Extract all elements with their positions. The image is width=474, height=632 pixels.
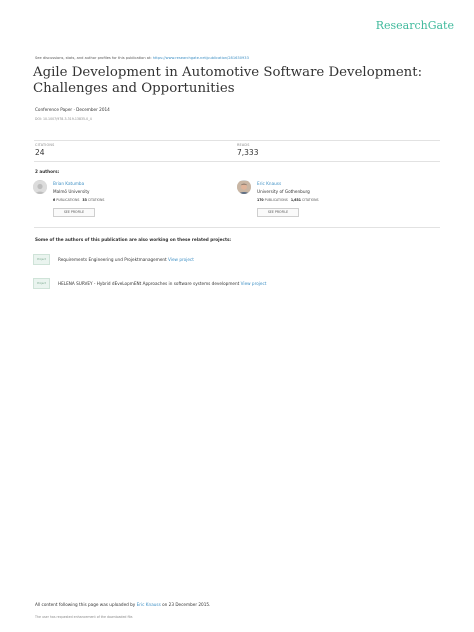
uploader-link[interactable]: Eric Knauss: [136, 602, 161, 607]
upload-info: [35, 602, 210, 607]
author-photo-icon: [237, 181, 251, 194]
publications-count: 170: [257, 198, 264, 202]
related-projects-heading: Some of the authors of this publication are also working on these related projects:: [35, 237, 232, 242]
author-stats: [53, 198, 104, 202]
project-icon: Project: [33, 278, 50, 289]
project-item: [58, 281, 266, 286]
citations-label: CITATIONS: [87, 198, 105, 202]
see-profile-button[interactable]: SEE PROFILE: [257, 208, 299, 217]
divider: [34, 161, 440, 162]
avatar[interactable]: [33, 180, 47, 194]
default-avatar-icon: [33, 181, 47, 194]
reads-label: READS: [237, 143, 250, 147]
divider: [34, 227, 440, 228]
paper-title: Agile Development in Automotive Software Development: Challenges and Opportunities: [33, 65, 423, 96]
citations-count: 33: [82, 198, 87, 202]
author-institution: Malmö University: [53, 189, 90, 194]
citations-label: CITATIONS: [35, 143, 55, 147]
author-name[interactable]: Brian Katumba: [53, 181, 85, 186]
researchgate-logo[interactable]: ResearchGate: [375, 19, 454, 32]
enhancement-note: The user has requested enhancement of the downloaded file.: [35, 615, 134, 619]
author-stats: [257, 198, 319, 202]
project-title: Requirements Engineering und Projektmanagement: [58, 257, 167, 262]
reads-count: 7,333: [237, 148, 259, 157]
author-name[interactable]: Eric Knauss: [257, 181, 282, 186]
upload-prefix: All content following this page was uploaded by: [35, 602, 136, 607]
divider: [34, 140, 440, 141]
publications-count: 6: [53, 198, 56, 202]
project-item: [58, 257, 194, 262]
citations-count: 1,631: [290, 198, 301, 202]
citations-label: CITATIONS: [301, 198, 319, 202]
discussion-line: [35, 56, 249, 60]
author-institution: University of Gothenburg: [257, 189, 310, 194]
discussion-prefix: See discussions, stats, and author profiles for this publication at:: [35, 56, 152, 60]
citations-count: 24: [35, 148, 45, 157]
conference-info: Conference Paper · December 2014: [35, 107, 110, 112]
avatar[interactable]: [237, 180, 251, 194]
view-project-link[interactable]: View project: [240, 281, 267, 286]
project-title: HELENA SURVEY - Hybrid dEveLopmENt Approaches in software systems development: [58, 281, 240, 286]
project-icon: Project: [33, 254, 50, 265]
upload-date: on 23 December 2015.: [162, 602, 211, 607]
view-project-link[interactable]: View project: [168, 257, 194, 262]
publications-label: PUBLICATIONS: [264, 198, 288, 202]
see-profile-button[interactable]: SEE PROFILE: [53, 208, 95, 217]
doi: DOI: 10.1007/978-3-319-13835-0_4: [35, 117, 92, 121]
publication-url-link[interactable]: https://www.researchgate.net/publication/281630933: [152, 56, 249, 60]
publications-label: PUBLICATIONS: [56, 198, 80, 202]
authors-heading: 2 authors:: [35, 169, 60, 174]
